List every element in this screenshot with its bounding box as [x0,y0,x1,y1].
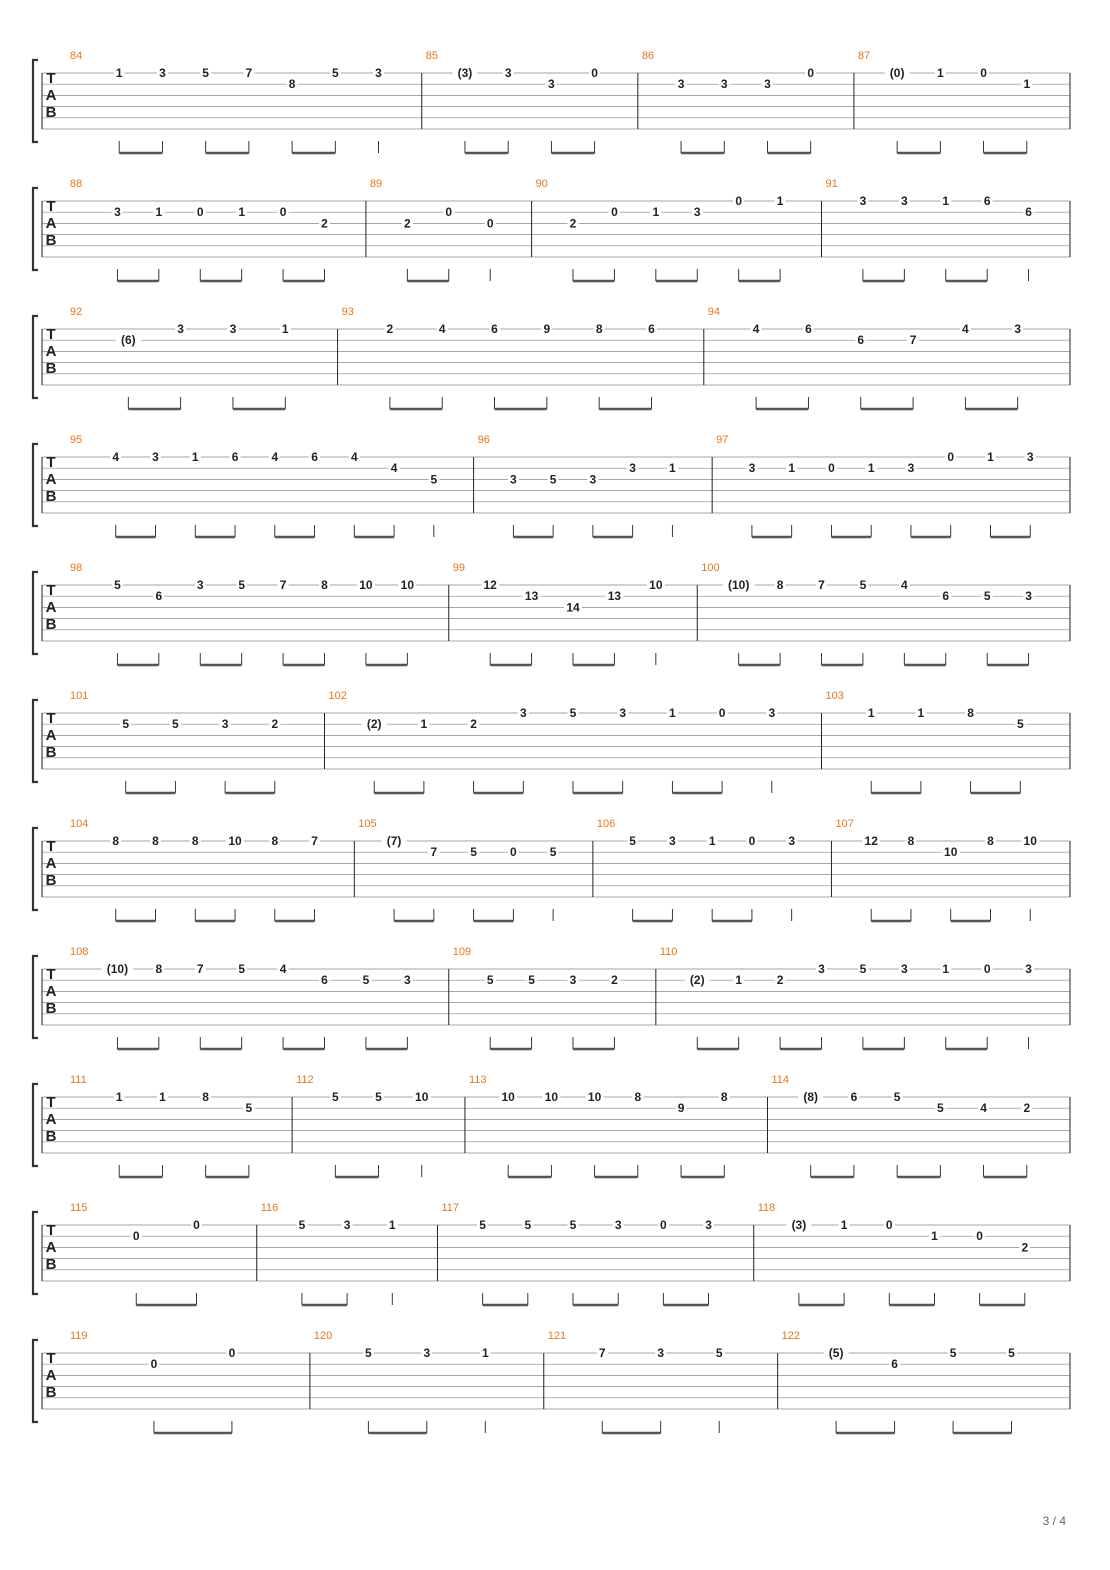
fret-number: 1 [937,66,944,80]
fret-number: 6 [155,589,163,604]
fret-number: 3 [423,1346,431,1360]
fret-number: 9 [543,322,551,336]
fret-number: (3) [457,66,473,80]
fret-number: 4 [900,578,908,592]
fret-number: 5 [245,1101,253,1116]
tab-clef-letter: T [46,454,56,471]
fret-number: 3 [818,962,825,976]
fret-number: 10 [649,578,663,592]
fret-number: 4 [438,322,446,336]
system-bracket [33,1084,38,1166]
measure-number: 92 [70,306,83,318]
fret-number: 10 [1023,834,1037,848]
fret-number: 2 [470,717,477,732]
fret-number: 7 [311,834,318,848]
system-bracket [33,1212,38,1294]
fret-number: 10 [944,845,958,860]
fret-number: 3 [859,194,867,208]
fret-number: 6 [231,450,239,464]
tab-clef-letter: B [45,104,57,121]
fret-number: 1 [987,450,994,464]
fret-number: 4 [350,450,358,464]
measure-number: 107 [835,818,854,830]
fret-number: 9 [677,1101,685,1116]
tab-clef-letter: B [45,1128,57,1145]
fret-number: 1 [420,717,428,732]
fret-number: 3 [907,461,915,476]
measure-number: 98 [70,562,83,574]
fret-number: 1 [931,1229,938,1244]
measure-number: 110 [659,946,678,958]
fret-number: 3 [900,962,908,976]
fret-number: 4 [271,450,279,464]
fret-number: 1 [115,66,123,80]
fret-number: 3 [619,706,627,720]
fret-number: 5 [375,1090,382,1104]
system-bracket [33,316,38,398]
measure-number: 100 [701,562,720,574]
fret-number: 8 [907,834,915,848]
measure-number: 86 [641,50,655,62]
fret-number: 0 [486,216,494,231]
fret-number: 5 [238,578,246,592]
fret-number: 6 [850,1090,858,1104]
fret-number: 3 [159,66,166,80]
fret-number: 8 [321,578,328,592]
fret-number: 2 [1021,1240,1029,1255]
fret-number: 6 [983,194,991,208]
tab-clef-letter: T [46,710,56,727]
fret-number: 0 [748,834,756,848]
tab-clef-letter: B [45,1384,57,1401]
tab-clef-letter: T [46,198,56,215]
tab-clef-letter: A [45,215,57,232]
fret-number: 0 [718,706,726,720]
fret-number: 3 [768,706,776,720]
fret-number: 3 [614,1218,622,1232]
measure-number: 89 [369,178,383,190]
fret-number: 5 [172,717,179,732]
measure-number: 106 [596,818,616,830]
fret-number: 3 [764,77,771,92]
fret-number: 8 [967,706,974,720]
fret-number: 14 [566,600,580,615]
measure-number: 112 [296,1074,314,1086]
fret-number: 12 [864,834,878,848]
tab-clef-letter: A [45,1239,57,1256]
fret-number: 5 [479,1218,486,1232]
fret-number: 1 [788,461,796,476]
fret-number: 5 [569,1218,577,1232]
measure-number: 90 [535,178,548,190]
fret-number: 10 [415,1090,429,1104]
tab-clef-letter: T [46,1350,56,1367]
fret-number: 3 [1014,322,1022,336]
fret-number: 3 [748,461,756,476]
measure-number: 94 [707,306,721,318]
fret-number: 10 [501,1090,515,1104]
fret-number: 3 [548,77,555,92]
fret-number: (5) [828,1346,844,1360]
measure-number: 93 [341,306,354,318]
fret-number: 5 [949,1346,957,1360]
fret-number: 3 [657,1346,665,1360]
fret-number: 10 [587,1090,602,1104]
fret-number: 3 [1025,962,1032,976]
fret-number: 1 [867,461,875,476]
fret-number: 5 [430,472,438,487]
measure-number: 113 [468,1074,487,1086]
fret-number: 12 [483,578,497,592]
fret-number: 4 [390,461,398,476]
fret-number: 8 [595,322,603,336]
fret-number: 5 [549,472,557,487]
fret-number: 3 [589,472,597,487]
system-bracket [33,444,38,526]
measure-number: 108 [70,946,89,958]
fret-number: 6 [805,322,812,336]
fret-number: 3 [403,973,411,988]
fret-number: 1 [1023,77,1031,92]
fret-number: 5 [238,962,246,976]
fret-number: 1 [159,1090,166,1104]
tab-clef-letter: T [46,582,56,599]
fret-number: 13 [607,589,622,604]
fret-number: 6 [942,589,950,604]
fret-number: 3 [629,461,636,476]
fret-number: 3 [720,77,728,92]
system-bracket [33,60,38,142]
fret-number: (2) [689,973,705,988]
fret-number: 0 [828,461,835,476]
measure-number: 121 [547,1330,567,1342]
fret-number: 1 [867,706,875,720]
measure-number: 103 [825,690,844,702]
tab-clef-letter: A [45,87,57,104]
measure-number: 117 [441,1202,460,1214]
fret-number: 0 [980,66,987,80]
fret-number: 1 [115,1090,123,1104]
fret-number: 2 [1023,1101,1031,1116]
fret-number: 10 [400,578,415,592]
fret-number: (10) [727,578,750,592]
fret-number: 5 [362,973,370,988]
fret-number: 1 [669,706,676,720]
measure-number: 99 [452,562,465,574]
fret-number: 2 [611,973,618,988]
fret-number: 6 [648,322,655,336]
fret-number: 6 [491,322,498,336]
fret-number: 3 [788,834,796,848]
tab-clef-letter: A [45,983,57,1000]
fret-number: 8 [155,962,163,976]
fret-number: 7 [279,578,287,592]
fret-number: 0 [947,450,955,464]
fret-number: 8 [191,834,199,848]
fret-number: 3 [569,973,577,988]
fret-number: 5 [365,1346,372,1360]
fret-number: 5 [528,973,535,988]
tab-clef-letter: T [46,326,56,343]
fret-number: (10) [106,962,129,976]
fret-number: 8 [987,834,994,848]
fret-number: 3 [1025,589,1032,604]
measure-number: 105 [358,818,377,830]
tab-clef-letter: A [45,343,57,360]
measure-number: 115 [70,1202,88,1214]
fret-number: 2 [321,216,328,231]
fret-number: 3 [114,205,121,220]
fret-number: 5 [893,1090,901,1104]
page-number: 3 / 4 [1042,1514,1066,1528]
fret-number: 1 [652,205,660,220]
fret-number: 0 [445,205,453,220]
fret-number: 4 [980,1101,987,1116]
measure-number: 84 [70,50,83,62]
fret-number: 3 [375,66,382,80]
fret-number: 1 [708,834,716,848]
fret-number: 4 [112,450,120,464]
fret-number: 3 [1026,450,1034,464]
fret-number: 5 [859,962,867,976]
fret-number: 8 [776,578,784,592]
fret-number: 1 [942,962,950,976]
tab-clef-letter: A [45,1111,57,1128]
fret-number: 5 [569,706,577,720]
fret-number: 0 [735,194,743,208]
fret-number: 2 [776,973,784,988]
system-bracket [33,956,38,1038]
fret-number: 2 [569,216,577,231]
fret-number: (2) [366,717,382,732]
measure-number: 111 [70,1074,87,1086]
fret-number: 8 [720,1090,728,1104]
fret-number: (3) [791,1218,807,1232]
tab-clef-letter: B [45,616,57,633]
fret-number: 1 [776,194,784,208]
fret-number: 6 [891,1357,898,1372]
fret-number: 3 [196,578,204,592]
measure-number: 88 [70,178,83,190]
fret-number: 2 [386,322,394,336]
fret-number: 3 [221,717,229,732]
fret-number: 3 [504,66,512,80]
fret-number: 0 [983,962,991,976]
fret-number: 5 [629,834,636,848]
fret-number: 0 [976,1229,983,1244]
fret-number: 8 [202,1090,209,1104]
tab-clef-letter: A [45,599,57,616]
fret-number: 3 [229,322,237,336]
fret-number: 0 [150,1357,158,1372]
fret-number: 1 [942,194,950,208]
measure-number: 118 [757,1202,776,1214]
measure-number: 119 [70,1330,88,1342]
fret-number: 3 [669,834,676,848]
fret-number: 3 [177,322,184,336]
tab-clef-letter: B [45,360,57,377]
fret-number: 0 [196,205,204,220]
measure-number: 96 [477,434,490,446]
fret-number: 5 [331,1090,339,1104]
measure-number: 85 [425,50,438,62]
fret-number: 5 [1016,717,1024,732]
fret-number: 1 [155,205,163,220]
fret-number: 6 [311,450,318,464]
fret-number: 1 [917,706,925,720]
fret-number: 4 [279,962,287,976]
fret-number: 3 [343,1218,351,1232]
measure-number: 102 [328,690,347,702]
tab-clef-letter: T [46,70,56,87]
system-bracket [33,700,38,782]
fret-number: 8 [112,834,120,848]
fret-number: 3 [677,77,685,92]
fret-number: 3 [693,205,701,220]
fret-number: 7 [196,962,204,976]
fret-number: 5 [486,973,494,988]
fret-number: 2 [271,717,279,732]
measure-number: 101 [70,690,89,702]
fret-number: 8 [634,1090,642,1104]
fret-number: 5 [715,1346,723,1360]
tab-clef-letter: B [45,872,57,889]
fret-number: 0 [193,1218,200,1232]
fret-number: 2 [403,216,411,231]
fret-number: 5 [331,66,339,80]
fret-number: 6 [857,333,865,348]
fret-number: 1 [191,450,199,464]
fret-number: 1 [388,1218,396,1232]
fret-number: 1 [669,461,676,476]
tab-clef-letter: B [45,1256,57,1273]
fret-number: 5 [1008,1346,1015,1360]
fret-number: 0 [510,845,517,860]
fret-number: 5 [114,578,121,592]
measure-number: 114 [771,1074,790,1086]
fret-number: 1 [840,1218,848,1232]
tab-clef-letter: T [46,966,56,983]
fret-number: 5 [549,845,557,860]
fret-number: 3 [152,450,159,464]
tab-clef-letter: A [45,855,57,872]
fret-number: 0 [279,205,287,220]
fret-number: 0 [660,1218,667,1232]
fret-number: 5 [983,589,991,604]
measure-number: 116 [260,1202,279,1214]
fret-number: (7) [386,834,402,848]
tab-clef-letter: B [45,488,57,505]
system-bracket [33,828,38,910]
fret-number: 5 [202,66,209,80]
fret-number: 5 [524,1218,532,1232]
fret-number: 10 [359,578,373,592]
fret-number: 0 [611,205,618,220]
fret-number: 3 [510,472,517,487]
fret-number: 3 [519,706,527,720]
fret-number: 7 [430,845,438,860]
fret-number: 6 [1025,205,1032,220]
tab-clef-letter: A [45,471,57,488]
fret-number: 6 [321,973,328,988]
fret-number: 8 [288,77,296,92]
fret-number: 3 [705,1218,712,1232]
fret-number: 7 [598,1346,606,1360]
fret-number: (8) [803,1090,819,1104]
fret-number: 3 [900,194,908,208]
fret-number: 10 [228,834,242,848]
measure-number: 104 [70,818,89,830]
fret-number: 8 [152,834,159,848]
fret-number: 0 [132,1229,140,1244]
fret-number: (6) [120,333,136,348]
fret-number: 5 [470,845,477,860]
fret-number: 13 [524,589,539,604]
fret-number: 7 [245,66,253,80]
fret-number: 0 [228,1346,236,1360]
measure-number: 95 [70,434,83,446]
tab-clef-letter: B [45,744,57,761]
measure-number: 109 [452,946,472,958]
tab-clef-letter: T [46,838,56,855]
fret-number: 7 [818,578,825,592]
fret-number: 5 [122,717,130,732]
fret-number: 1 [281,322,289,336]
tab-clef-letter: A [45,1367,57,1384]
fret-number: 0 [885,1218,893,1232]
system-bracket [33,572,38,654]
tab-clef-letter: T [46,1222,56,1239]
measure-number: 122 [781,1330,801,1342]
fret-number: 1 [481,1346,489,1360]
fret-number: 10 [544,1090,559,1104]
fret-number: 8 [271,834,279,848]
fret-number: 0 [807,66,815,80]
fret-number: 5 [859,578,867,592]
tab-clef-letter: T [46,1094,56,1111]
tab-clef-letter: B [45,232,57,249]
measure-number: 91 [825,178,838,190]
tab-clef-letter: B [45,1000,57,1017]
measure-number: 97 [716,434,729,446]
fret-number: 0 [591,66,598,80]
fret-number: 1 [735,973,743,988]
fret-number: 7 [909,333,917,348]
measure-number: 120 [313,1330,333,1342]
fret-number: 1 [238,205,246,220]
fret-number: 5 [937,1101,944,1116]
fret-number: 4 [752,322,760,336]
measure-number: 87 [857,50,871,62]
fret-number: (0) [889,66,905,80]
fret-number: 5 [298,1218,306,1232]
system-bracket [33,188,38,270]
tab-clef-letter: A [45,727,57,744]
fret-number: 4 [962,322,969,336]
system-bracket [33,1340,38,1422]
